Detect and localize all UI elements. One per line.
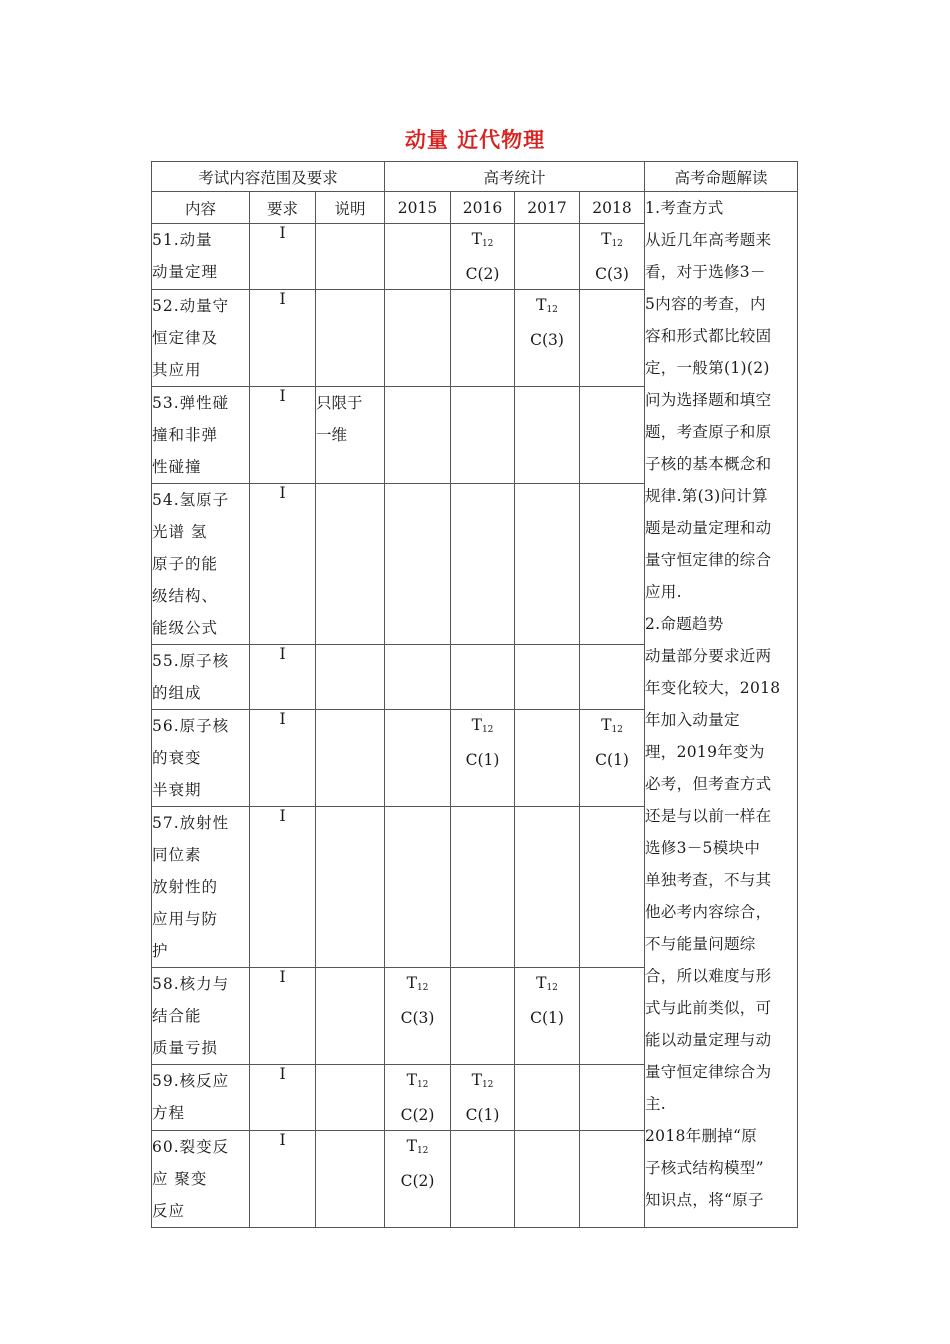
- stat-cell: [515, 387, 580, 484]
- analysis-line: 1.考查方式: [645, 199, 724, 217]
- page-title: 动量 近代物理: [404, 128, 546, 152]
- topic-cell: [152, 645, 250, 710]
- header-stats: 高考统计: [385, 162, 645, 192]
- stat-cell: [385, 290, 451, 387]
- topic-cell: [152, 290, 250, 387]
- header-analysis: 高考命题解读: [645, 162, 798, 192]
- topic-line: 54.氢原子: [152, 491, 230, 509]
- question-part: C(1): [465, 751, 500, 769]
- stat-cell: [580, 224, 645, 290]
- analysis-line: 年加入动量定: [645, 711, 740, 729]
- note-cell: [316, 387, 385, 484]
- analysis-line: 子核式结构模型”: [645, 1159, 764, 1177]
- analysis-line: 从近几年高考题来: [645, 231, 772, 249]
- analysis-line: 规律.第(3)问计算: [645, 487, 768, 505]
- topic-line: 质量亏损: [152, 1039, 219, 1057]
- note-cell: [316, 968, 385, 1065]
- analysis-line: 式与此前类似，可: [645, 999, 772, 1017]
- analysis-line: 选修3－5模块中: [645, 839, 761, 857]
- question-letter: T: [601, 716, 612, 734]
- question-letter: T: [406, 974, 417, 992]
- analysis-line: 看，对于选修3－: [645, 263, 766, 281]
- topic-line: 原子的能: [152, 555, 219, 573]
- header-year: 2017: [515, 192, 580, 224]
- stat-cell: [580, 484, 645, 645]
- topic-line: 60.裂变反: [152, 1138, 230, 1156]
- analysis-line: 定，一般第(1)(2): [645, 359, 770, 377]
- analysis-line: 单独考查，不与其: [645, 871, 772, 889]
- stat-cell: [580, 710, 645, 807]
- analysis-line: 问为选择题和填空: [645, 391, 772, 409]
- question-subscript: 12: [611, 725, 623, 735]
- topic-line: 应用与防: [152, 910, 219, 928]
- stat-cell: [385, 968, 451, 1065]
- question-subscript: 12: [546, 983, 558, 993]
- stat-cell: [580, 1065, 645, 1131]
- stat-cell: [580, 387, 645, 484]
- analysis-line: 容和形式都比较固: [645, 327, 772, 345]
- exam-table: [151, 161, 798, 1228]
- stat-cell: [451, 807, 515, 968]
- topic-line: 恒定律及: [152, 329, 219, 347]
- stat-cell: [451, 387, 515, 484]
- header-year: 2018: [580, 192, 645, 224]
- topic-line: 结合能: [152, 1007, 202, 1025]
- topic-line: 放射性的: [152, 878, 219, 896]
- stat-cell: [515, 968, 580, 1065]
- topic-cell: [152, 1131, 250, 1228]
- analysis-line: 知识点，将“原子: [645, 1191, 764, 1209]
- question-part: C(3): [400, 1009, 435, 1027]
- question-number: [515, 968, 579, 1003]
- stat-cell: [385, 807, 451, 968]
- stat-cell: [451, 968, 515, 1065]
- topic-line: 护: [152, 942, 169, 960]
- stat-cell: [385, 224, 451, 290]
- topic-cell: [152, 710, 250, 807]
- analysis-line: 量守恒定律的综合: [645, 551, 772, 569]
- stat-cell: [580, 645, 645, 710]
- header-requirement: 要求: [250, 192, 316, 224]
- topic-line: 方程: [152, 1104, 186, 1122]
- question-number: [385, 1131, 450, 1166]
- stat-cell: [515, 1065, 580, 1131]
- analysis-line: 题，考查原子和原: [645, 423, 772, 441]
- question-subscript: 12: [611, 239, 623, 249]
- stat-cell: [515, 224, 580, 290]
- analysis-line: 题是动量定理和动: [645, 519, 772, 537]
- topic-cell: [152, 807, 250, 968]
- question-letter: T: [471, 1071, 482, 1089]
- analysis-line: 合，所以难度与形: [645, 967, 772, 985]
- header-year: 2016: [451, 192, 515, 224]
- requirement-cell: Ⅰ: [250, 224, 316, 290]
- stat-cell: [451, 1065, 515, 1131]
- topic-line: 59.核反应: [152, 1072, 230, 1090]
- stat-cell: [580, 968, 645, 1065]
- topic-line: 反应: [152, 1202, 186, 1220]
- header-scope: 考试内容范围及要求: [152, 162, 385, 192]
- question-letter: T: [536, 974, 547, 992]
- question-letter: T: [601, 230, 612, 248]
- topic-line: 的衰变: [152, 749, 202, 767]
- question-part: C(2): [400, 1172, 435, 1190]
- note-cell: [316, 807, 385, 968]
- analysis-line: 还是与以前一样在: [645, 807, 772, 825]
- requirement-cell: Ⅰ: [250, 290, 316, 387]
- analysis-line: 理，2019年变为: [645, 743, 765, 761]
- note-cell: [316, 1065, 385, 1131]
- question-number: [580, 710, 644, 745]
- topic-line: 级结构、: [152, 587, 219, 605]
- question-part: C(3): [530, 331, 564, 349]
- analysis-line: 年变化较大，2018: [645, 679, 781, 697]
- stat-cell: [515, 290, 580, 387]
- question-part: C(2): [465, 265, 500, 283]
- note-cell: [316, 710, 385, 807]
- topic-line: 56.原子核: [152, 717, 230, 735]
- question-part: C(1): [595, 751, 629, 769]
- stat-cell: [451, 484, 515, 645]
- requirement-cell: Ⅰ: [250, 1065, 316, 1131]
- stat-cell: [451, 290, 515, 387]
- topic-line: 应 聚变: [152, 1170, 208, 1188]
- analysis-line: 2018年删掉“原: [645, 1127, 758, 1145]
- stat-cell: [451, 710, 515, 807]
- question-subscript: 12: [481, 725, 494, 735]
- question-subscript: 12: [416, 983, 429, 993]
- stat-cell: [515, 484, 580, 645]
- note-cell: [316, 1131, 385, 1228]
- question-letter: T: [406, 1071, 417, 1089]
- question-subscript: 12: [481, 239, 494, 249]
- question-subscript: 12: [546, 305, 558, 315]
- stat-cell: [385, 1131, 451, 1228]
- analysis-line: 能以动量定理与动: [645, 1031, 772, 1049]
- question-part: C(3): [595, 265, 629, 283]
- note-line: 一维: [316, 426, 348, 444]
- topic-cell: [152, 484, 250, 645]
- requirement-cell: Ⅰ: [250, 645, 316, 710]
- stat-cell: [515, 1131, 580, 1228]
- analysis-line: 应用.: [645, 583, 682, 601]
- question-number: [385, 968, 450, 1003]
- topic-line: 其应用: [152, 361, 202, 379]
- topic-line: 52.动量守: [152, 297, 230, 315]
- question-letter: T: [536, 296, 547, 314]
- question-part: C(2): [400, 1106, 435, 1124]
- topic-line: 半衰期: [152, 781, 202, 799]
- requirement-cell: Ⅰ: [250, 968, 316, 1065]
- note-cell: [316, 645, 385, 710]
- stat-cell: [385, 645, 451, 710]
- requirement-cell: Ⅰ: [250, 387, 316, 484]
- question-number: [451, 224, 514, 259]
- topic-cell: [152, 387, 250, 484]
- header-row-2: [152, 192, 798, 224]
- requirement-cell: Ⅰ: [250, 1131, 316, 1228]
- topic-line: 53.弹性碰: [152, 394, 230, 412]
- topic-cell: [152, 968, 250, 1065]
- topic-line: 光谱 氢: [152, 523, 208, 541]
- topic-line: 57.放射性: [152, 814, 230, 832]
- question-number: [515, 290, 579, 325]
- stat-cell: [451, 1131, 515, 1228]
- question-subscript: 12: [481, 1080, 494, 1090]
- stat-cell: [580, 290, 645, 387]
- topic-cell: [152, 1065, 250, 1131]
- topic-line: 性碰撞: [152, 458, 202, 476]
- stat-cell: [515, 710, 580, 807]
- stat-cell: [580, 807, 645, 968]
- analysis-line: 主.: [645, 1095, 667, 1113]
- header-year: 2015: [385, 192, 451, 224]
- stat-cell: [451, 645, 515, 710]
- note-cell: [316, 224, 385, 290]
- question-number: [451, 1065, 514, 1100]
- analysis-line: 不与能量问题综: [645, 935, 756, 953]
- topic-line: 撞和非弹: [152, 426, 219, 444]
- stat-cell: [515, 645, 580, 710]
- analysis-line: 2.命题趋势: [645, 615, 724, 633]
- analysis-line: 动量部分要求近两: [645, 647, 772, 665]
- analysis-line: 子核的基本概念和: [645, 455, 772, 473]
- topic-cell: [152, 224, 250, 290]
- analysis-line: 量守恒定律综合为: [645, 1063, 772, 1081]
- question-letter: T: [471, 230, 482, 248]
- header-row-1: [152, 162, 798, 192]
- question-part: C(1): [530, 1009, 564, 1027]
- question-number: [580, 224, 644, 259]
- analysis-line: 他必考内容综合，: [645, 903, 772, 921]
- analysis-line: 必考，但考查方式: [645, 775, 772, 793]
- stat-cell: [515, 807, 580, 968]
- note-cell: [316, 290, 385, 387]
- requirement-cell: Ⅰ: [250, 807, 316, 968]
- question-subscript: 12: [416, 1080, 429, 1090]
- question-letter: T: [471, 716, 482, 734]
- topic-line: 动量定理: [152, 263, 219, 281]
- topic-line: 58.核力与: [152, 975, 230, 993]
- header-content: 内容: [152, 192, 250, 224]
- analysis-line: 5内容的考查，内: [645, 295, 766, 313]
- analysis-cell: [645, 192, 798, 1228]
- stat-cell: [385, 387, 451, 484]
- topic-line: 55.原子核: [152, 652, 230, 670]
- header-note: 说明: [316, 192, 385, 224]
- requirement-cell: Ⅰ: [250, 484, 316, 645]
- question-subscript: 12: [416, 1146, 429, 1156]
- stat-cell: [385, 1065, 451, 1131]
- topic-line: 能级公式: [152, 619, 219, 637]
- note-line: 只限于: [316, 394, 363, 412]
- question-number: [385, 1065, 450, 1100]
- topic-line: 51.动量: [152, 231, 213, 249]
- topic-line: 的组成: [152, 684, 202, 702]
- topic-line: 同位素: [152, 846, 202, 864]
- stat-cell: [385, 484, 451, 645]
- note-cell: [316, 484, 385, 645]
- question-part: C(1): [465, 1106, 500, 1124]
- stat-cell: [451, 224, 515, 290]
- stat-cell: [580, 1131, 645, 1228]
- stat-cell: [385, 710, 451, 807]
- requirement-cell: Ⅰ: [250, 710, 316, 807]
- question-number: [451, 710, 514, 745]
- question-letter: T: [406, 1137, 417, 1155]
